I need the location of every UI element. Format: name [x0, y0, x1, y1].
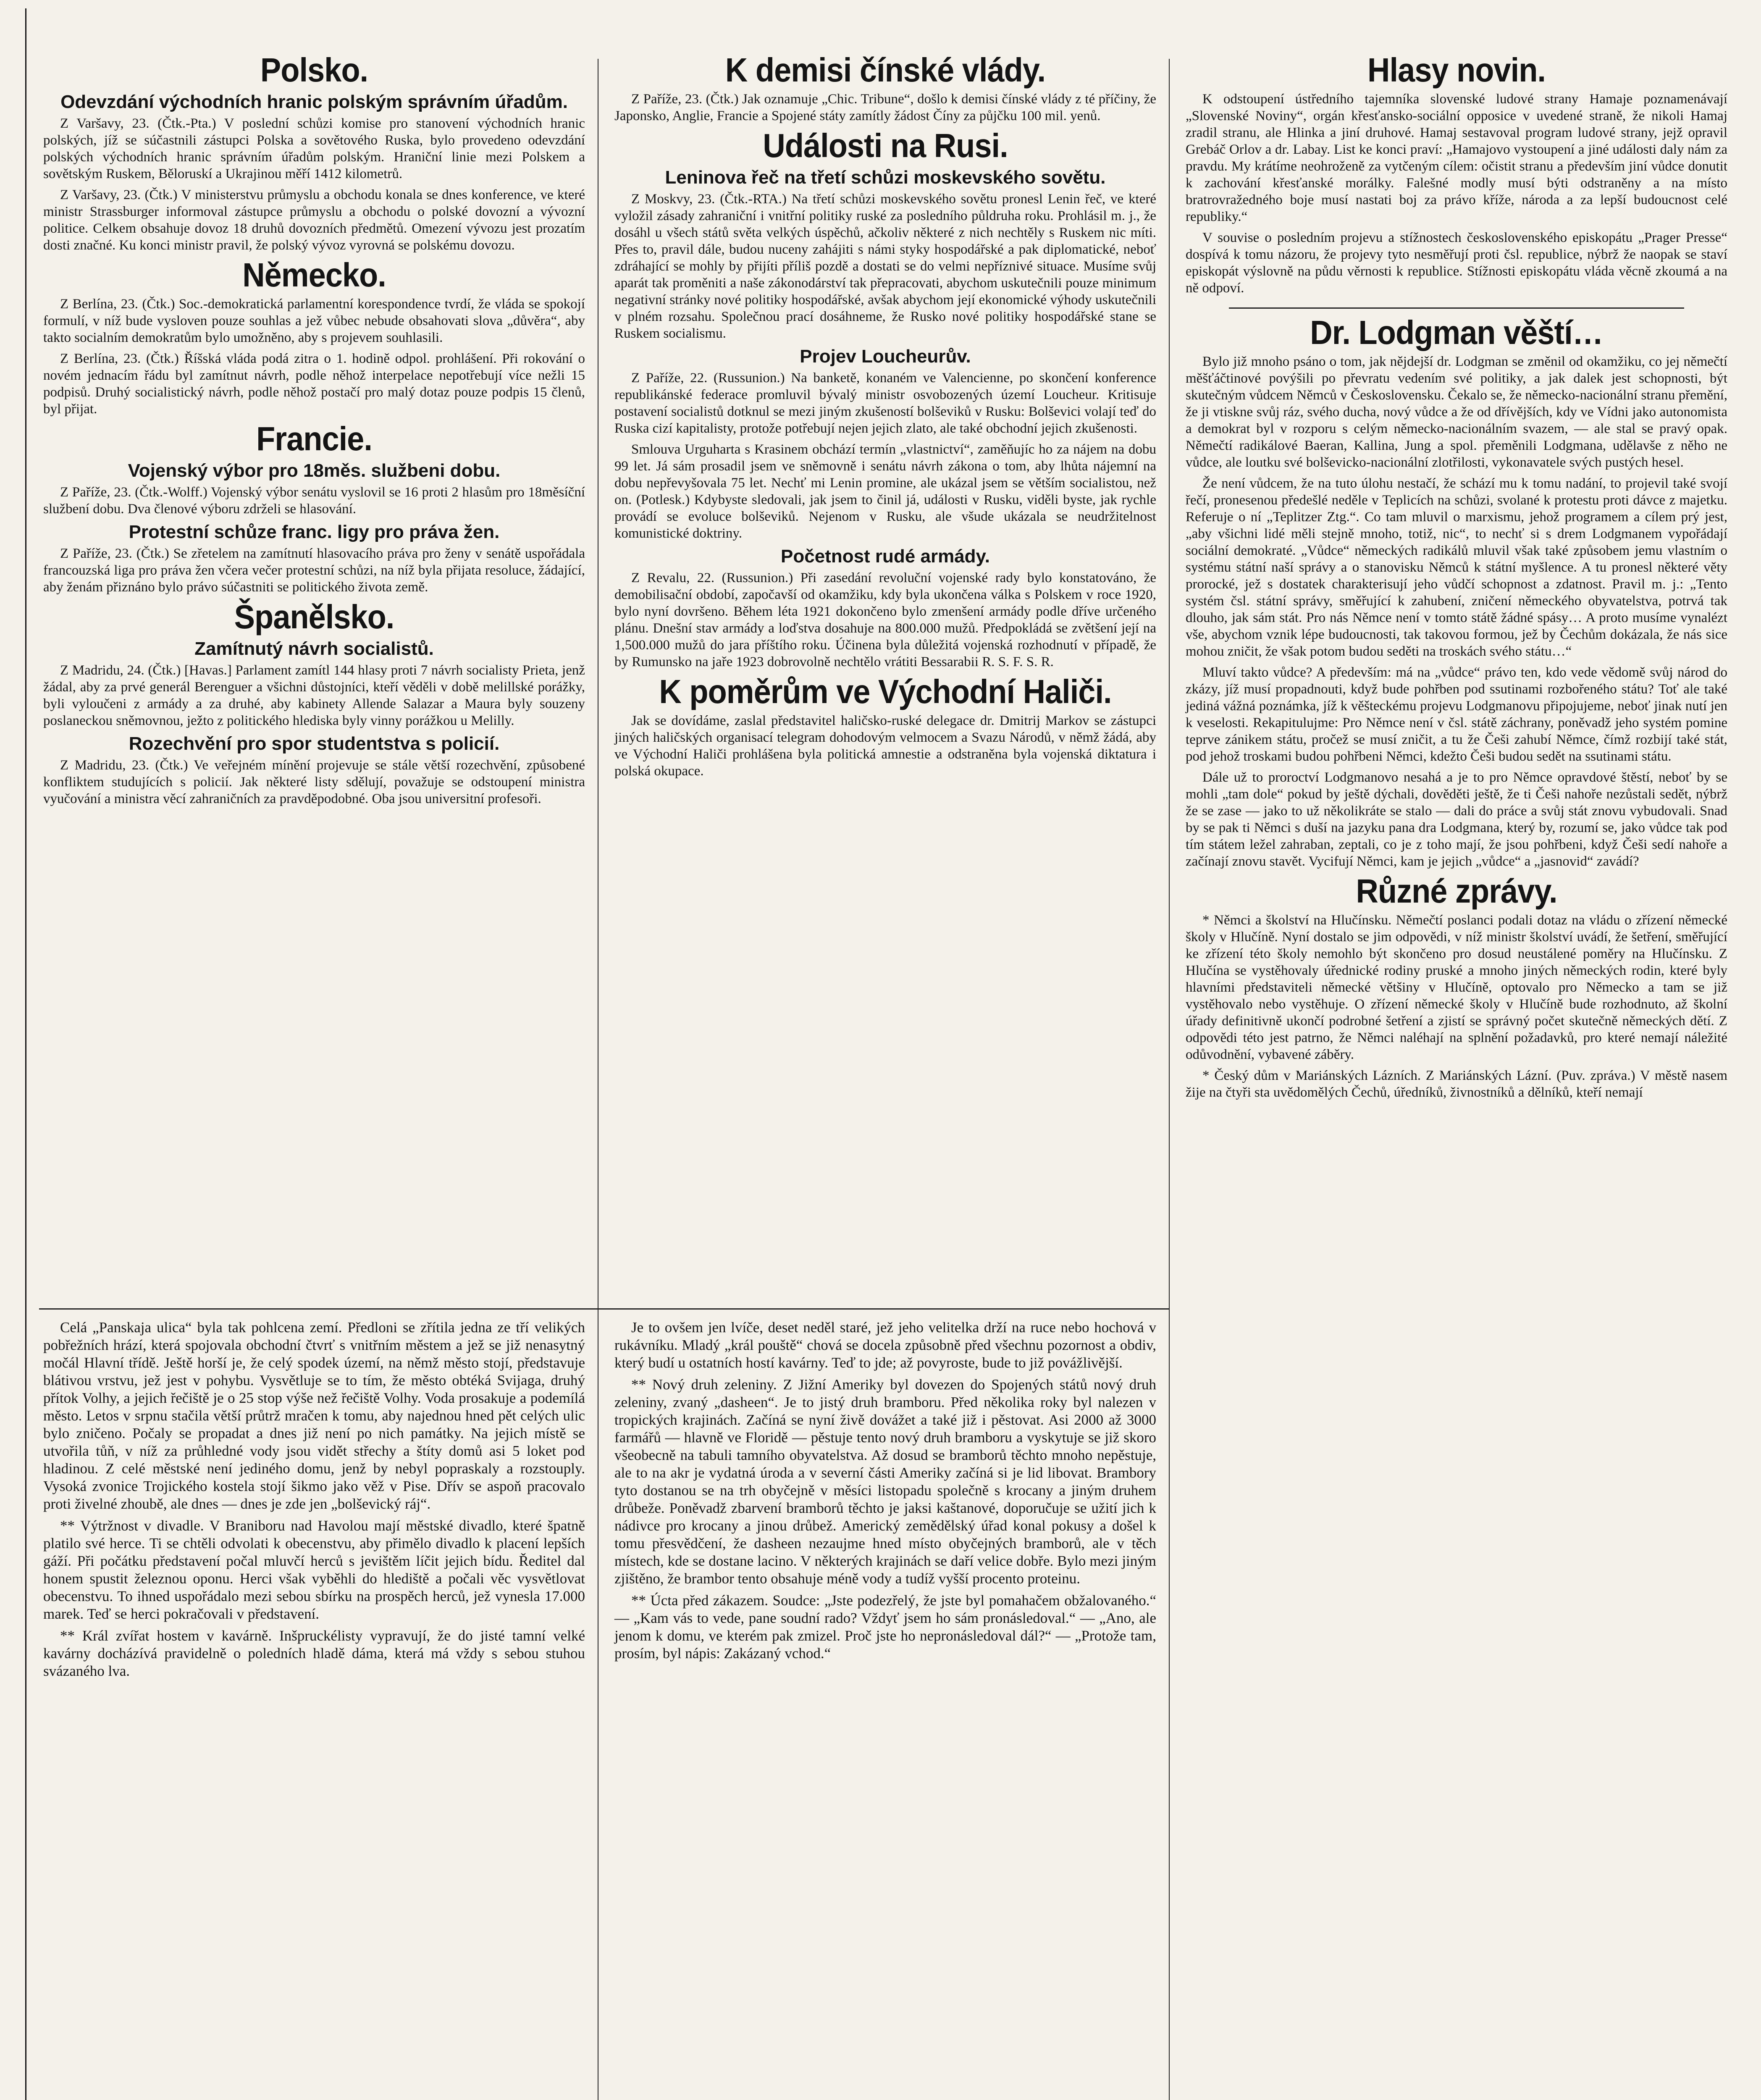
rusi-subheading: Projev Loucheurův. — [800, 346, 971, 367]
article-paragraph: Z Moskvy, 23. (Čtk.-RTA.) Na třetí schůzi moskevského sovětu pronesl Lenin řeč, ve které vyložil zásady zahraniční i vnitřní politiky ruské za posledního půldruha roku. Prohlásil m. j., že dosáhl u všech států světa velkých úspěchů, ačkoliv některé z nich nechtěly s Ruskem nic míti. Přes to, pravil dále, budou nuceny zahájiti s námi styky hospodářské a pak diplomatické, neboť zdráhající se mohly by přijíti příliš pozdě a dostati se do velmi nepříznivé situace. Musíme svůj aparát tak proměniti a naše zákonodárství tak přepracovati, abychom uskutečnili pouze minimum negativní stránky nové politiky hospodářské, avšak abychom její ekonomické výhody uskutečnili v plném rozsahu. Společnou prací dosáhneme, že Rusko nové politiky hospodářské stane se Ruskem socialismu. — [614, 192, 1156, 341]
rusi-heading: Události na Rusi. — [763, 126, 1008, 165]
article-paragraph: Z Madridu, 23. (Čtk.) Ve veřejném mínění projevuje se stále větší rozechvění, způsobené konfliktem studujících s policií. Jak některé listy sdělují, považuje se odstoupení ministra vyučování a ministra věcí zahraničních za pravděpodobné. Oba jsou universitní profesoři. — [43, 758, 585, 806]
column-2 — [614, 50, 1156, 784]
bottom-column-2 — [614, 1319, 1156, 1667]
article-paragraph: Z Paříže, 23. (Čtk.) Se zřetelem na zamítnutí hlasovacího práva pro ženy v senátě uspořádala francouzská liga pro práva žen včera večer protestní schůzi, na níž byla přijata resoluce, žádající, aby ženám přiznáno bylo právo súčastniti se politického života země. — [43, 546, 585, 595]
article-paragraph: Bylo již mnoho psáno o tom, jak nějdejší dr. Lodgman se změnil od okamžiku, co jej němečtí měšťáčtinové povýšili po převratu vedením své politiky, a jak dalek jest schopnosti, být skutečným vůdcem Němců v Československu. Čekalo se, že německo-nacionální stranu přemění, že ji vtiskne svůj ráz, svého ducha, nový vůdce a že od dřívějších, kdy ve Vídni jako autonomista a demokrat byl v rozporu s celým německo-nacionálním svazem, — ale stal se pravý opak. Němečtí radikálové Baeran, Kallina, Jung a spol. přeměnili Lodgmana, udělavše z něho ne vůdce, ale loutku své bolševicko-nacionální zlotřilosti, vykonavatele svých pustých hesel. — [1186, 354, 1727, 470]
article-paragraph: * Němci a školství na Hlučínsku. Němečtí poslanci podali dotaz na vládu o zřízení německé školy v Hlučíně. Nyní dostalo se jim odpovědi, v níž ministr školství uvádí, že šetření, směřující ke zřízení této školy nemohlo být skončeno pro dosud neustálené poměry na Hlučínsku. Z Hlučína se vystěhovaly úřednické rodiny pruské a mnoho jiných německých rodin, které byly hlavními představiteli německé většiny v Hlučíně, optovalo pro Německo a tam se již vystěhovalo nebo vystěhuje. O zřízení německé školy v Hlučíně bude rozhodnuto, až školní úřady definitivně ukončí podrobné šetření a zjistí se správný počet skutečně německých dětí. Z odpovědi této jest patrno, že Němci naléhají na splnění požadavků, pro které nemají náležité odůvodnění, vybavené záběry. — [1186, 913, 1727, 1062]
column-3 — [1186, 50, 1727, 1105]
article-paragraph: Z Berlína, 23. (Čtk.) Říšská vláda podá zitra o 1. hodině odpol. prohlášení. Při rokování o novém jednacím řádu byl zamítnut návrh, podle něhož interpelace nepotřebují více nežli 15 podpisů. Druhý socialistický návrh, podle něhož postačí pro malý dotaz pouze podpis 15 členů, byl přijat. — [43, 351, 585, 417]
spanelsko-heading: Španělsko. — [234, 598, 394, 636]
halic-heading: K poměrům ve Východní Haliči. — [659, 672, 1112, 711]
francie-subheading: Protestní schůze franc. ligy pro práva žen. — [129, 522, 500, 542]
polsko-subheading: Odevzdání východních hranic polským správním úřadům. — [60, 92, 568, 112]
article-paragraph: Z Varšavy, 23. (Čtk.) V ministerstvu průmyslu a obchodu konala se dnes konference, ve které ministr Strassburger informoval zástupce průmyslu a obchodu o polské dovozní a vývozní politice. Celkem obsahuje dovoz 18 druhů dovozních předmětů. Omezení vývozu jest prozatím dosti značné. Ku konci ministr pravil, že polský vývoz vyrovná se polskému dovozu. — [43, 187, 585, 253]
article-paragraph: ** Král zvířat hostem v kavárně. Inšpruckélisty vypravují, že do jisté tamní velké kavárny docházívá pravidelně o poledních hladě dáma, která má vždy s sebou stuhou svázaného lva. — [43, 1628, 585, 1679]
bottom-column-1 — [43, 1319, 585, 1684]
spanelsko-subheading: Zamítnutý návrh socialistů. — [194, 638, 434, 659]
article-paragraph: Z Paříže, 23. (Čtk.) Jak oznamuje „Chic. Tribune“, došlo k demisi čínské vlády z té příčiny, že Japonsko, Anglie, Francie a Spojené státy zamítly žádost Číny za půjčku 100 mil. yenů. — [614, 92, 1156, 123]
newspaper-page — [25, 8, 1738, 2100]
article-paragraph: Je to ovšem jen lvíče, deset neděl staré, jež jeho velitelka drží na ruce nebo hochová v rukávníku. Mladý „král pouště“ chová se docela způsobně před všechnu pozornost a obdiv, který budí u ostatních hostí kavárny. Teď to jde; až povyroste, bude to již povážlivější. — [614, 1319, 1156, 1371]
francie-heading: Francie. — [256, 420, 372, 458]
article-paragraph: ** Výtržnost v divadle. V Braniboru nad Havolou mají městské divadlo, které špatně platilo své herce. Ti se chtěli odvolati k obecenstvu, aby přimělo divadlo k placení lepších gáží. Při počátku představení počal mluvčí herců s jevištěm líčit jejich bídu. Ředitel dal honem spustit železnou oponu. Herci však vyběhli do hlediště a počali věc vysvětlovat obecenstvu. To ihned uspořádalo mezi sebou sbírku na prospěch herců, jež vynesla 17.000 marek. Teď se herci pokračovali v představení. — [43, 1517, 585, 1622]
article-paragraph: Jak se dovídáme, zaslal představitel haličsko-ruské delegace dr. Dmitrij Markov se zástupci jiných haličských organisací telegram dohodovým velmocem a Svazu Národů, v němž žádá, aby ve Východní Haliči prohlášena byla politická amnestie a odstraněna byla vojenská diktatura i polská okupace. — [614, 713, 1156, 779]
section-rule — [39, 1308, 1169, 1310]
article-paragraph: Dále už to proroctví Lodgmanovo nesahá a je to pro Němce opravdové štěstí, neboť by se mohli „tam dole“ pokud by ještě dýchali, dověděti ještě, že ti Češi nahoře nezůstali sedět, nýbrž že se zase — jako to už několikráte se stalo — dali do práce a svůj stát znovu vybudovali. Snad by se pak ti Němci s duší na jazyku pana dra Lodgmana, který by, rozumí se, jako vůdce tak pod tím státem ležel zahraban, zeptali, co je z toho mají, že jsou pohřbeni, když Češi sedí nahoře a začínají znovu stavět. Vycifují Němci, kam je jejich „vůdce“ a „jasnovid“ zavádí? — [1186, 770, 1727, 869]
article-paragraph: ** Nový druh zeleniny. Z Jižní Ameriky byl dovezen do Spojených států nový druh zeleniny, zvaný „dasheen“. Je to jistý druh bramboru. Před několika roky byl nalezen v tropických krajinách. Začíná se nyní živě dovážet a také již i pěstovat. Asi 2000 až 3000 farmářů — hlavně ve Floridě — pěstuje tento nový druh bramboru a vyskytuje se již skoro všeobecně na tabuli tamního obyvatelstva. Až dosud se bramborů těchto mnoho nepěstuje, ale to na akr je vydatná úroda a v severní části Ameriky začíná si je lid libovat. Brambory tyto dostanou se na trh obyčejně v měsíci listopadu společně s krocany a jiným druhem drůbeže. Poněvadž zbarvení bramborů těchto je jaksi kaštanové, doporučuje se užití jich k nádivce pro krocany a jinou drůbež. Americký zemědělský úřad konal pokusy a došel k tomu přesvědčení, že dasheen nezaujme hned místo obyčejných bramborů, ale v těch místech, kde se dostane lacino. V některých krajinách se daří velice dobře. Bylo mezi jiným zjištěno, že brambor tento obsahuje méně vody a tudíž vyšší procento proteinu. — [614, 1376, 1156, 1587]
article-paragraph: Z Revalu, 22. (Russunion.) Při zasedání revoluční vojenské rady bylo konstatováno, že demobilisační období, započavší od okamžiku, kdy byla ukončena válka s Polskem v roce 1920, bylo nyní dovršeno. Během léta 1921 dokončeno bylo zmenšení armády podle dříve určeného plánu. Dnešní stav armády a loďstva dosahuje na 800.000 mužů. Předpokládá se zvětšení její na 1,500.000 mužů do jara příštího roku. Účinena byla důležitá vojenská rozhodnutí v případě, že by Rumunsko na jaře 1923 dobrovolně nechtělo vrátiti Bessarabii R. S. F. S. R. — [614, 570, 1156, 669]
article-paragraph: Z Berlína, 23. (Čtk.) Soc.-demokratická parlamentní korespondence tvrdí, že vláda se spokojí formulí, v níž bude vysloven pouze souhlas a jež vůbec nebude obsahovati slova „důvěra“, aby takto socialním demokratům bylo umožněno, aby s projevem souhlasili. — [43, 297, 585, 345]
article-paragraph: Z Paříže, 23. (Čtk.-Wolff.) Vojenský výbor senátu vyslovil se 16 proti 2 hlasům pro 18měsíční službení dobu. Dva členové výboru zdrželi se hlasování. — [43, 485, 585, 517]
article-divider — [1229, 307, 1684, 309]
column-rule — [1169, 59, 1170, 2100]
article-paragraph: Z Paříže, 22. (Russunion.) Na banketě, konaném ve Valencienne, po skončení konference republikánské federace promluvil bývalý ministr osvobozených území Loucheur. Kritisuje postavení socialistů dotknul se mezi jiným zkušeností bolševiků v Rusku: Bolševici volají teď do Ruska cizí kapitalisty, protože potřebují nejen jejich zlato, ale také obchodní jejich zkušenosti. — [614, 370, 1156, 436]
article-paragraph: ** Úcta před zákazem. Soudce: „Jste podezřelý, že jste byl pomahačem obžalovaného.“ — „Kam vás to vede, pane soudní rado? Vždyť jsem ho sám pronásledoval.“ — „Ano, ale jenom k domu, ve kterém pak zmizel. Proč jste ho nepronásledoval dál?“ — „Protože tam, prosím, byl nápis: Zakázaný vchod.“ — [614, 1592, 1156, 1662]
article-paragraph: K odstoupení ústředního tajemníka slovenské ludové strany Hamaje poznamenávají „Slovenské Noviny“, orgán křesťansko-sociální opposice v uvedené straně, že nikoli Hamaj zradil stranu, ale Hlinka a jiní druhové. Hamaj sestavoval program ludové strany, jejž opravil Grebáč Orlov a dr. Labay. List ke konci praví: „Hamajovo vystoupení a jiné události daly nám za pravdu. My krátíme neohroženě za vytčeným cílem: očistit stranu a především jiní vůdce donutit k zachování křesťanské morálky. Falešné modly musí býti odstraněny a na místo bratrovražedného boje musí nastati boj za právo kříže, národa a za lepší budoucnost celé republiky.“ — [1186, 92, 1727, 224]
zpravy-heading: Různé zprávy. — [1356, 872, 1557, 910]
nemecko-heading: Německo. — [242, 256, 386, 294]
article-paragraph: Smlouva Urguharta s Krasinem obchází termín „vlastnictví“, zaměňujíc ho za nájem na dobu 99 let. Já sám prosadil jsem ve sněmovně i senátu návrh zákona o tom, aby lhůta nájemní na dobu nepřevyšovala 75 let. Nechť mi Lenin promine, ale ukázal jsem se větším socialistou, než on. (Potlesk.) Kdybyste sledovali, jak jsem to činil já, události v Rusku, viděli byste, jak rychle provádí se evoluce bolševiků. Nejenom v Rusku, ale všude ukázala se neudržitelnost komunistické doktriny. — [614, 442, 1156, 541]
article-paragraph: Celá „Panskaja ulica“ byla tak pohlcena zemí. Předloni se zřítila jedna ze tří velikých pobřežních hrází, která spojovala obchodní čtvrť s vnitřním městem a jež se již nenasytný močál Hlavní třídě. Ještě horší je, že celý spodek území, na němž město stojí, představuje blátivou vrstvu, jež jest v pohybu. Vysvětluje se to tím, že město obtéká Svijaga, druhý přítok Volhy, a jejich řečiště je o 25 stop výše než řečiště Volhy. Voda prosakuje a podemílá město. Letos v srpnu stačila větší průtrž mračen k tomu, aby najednou hned pět celých ulic bylo zničeno. Počaly se propadat a dnes již není po nich památky. Na jejich místě se utvořila tůň, v níž za průhledné vody jsou vidět střechy a štíty domů asi 5 loket pod hladinou. Z celé městské není jediného domu, jenž by nebyl popraskaly a rozstouply. Vysoká zvonice Trojického kostela stojí šikmo jako věž v Pise. Dřív se aspoň pracovalo proti živelné zhoubě, ale dnes — dnes je zde jen „bolševický ráj“. — [43, 1319, 585, 1512]
column-1 — [43, 50, 585, 811]
demise-heading: K demisi čínské vlády. — [725, 51, 1046, 89]
article-paragraph: Z Madridu, 24. (Čtk.) [Havas.] Parlament zamítl 144 hlasy proti 7 návrh socialisty Prieta, jenž žádal, aby za prvé generál Berenguer a všichni důstojníci, kteří věděli v době melillské porážky, byli vyloučeni z armády a za druhé, aby kabinety Allende Salazar a Maura byly souzeny poslaneckou sněmovnou, ježto z politického hlediska byly vinny porážkou u Melilly. — [43, 663, 585, 728]
article-paragraph: Že není vůdcem, že na tuto úlohu nestačí, že schází mu k tomu nadání, to projevil také svojí řečí, pronesenou předešlé neděle v Teplicích na schůzi, svolané k protestu proti dávce z majetku. Referuje o ní „Teplitzer Ztg.“. Co tam mluvil o marxismu, jehož programem a cílem prý jest, „aby všichni lidé měli stejně mnoho, totiž, nic“, to nechť si s drem Lodgmanem vypořádají sociální demokraté. „Vůdce“ německých radikálů mluvil však také způsobem jemu vlastním o systému státní naší správy a o stanovisku Němců k státní myšlence. A tu pronesl některé věty prorocké, jež s dostatek charakterisují jeho vůdčí schopnost a zdatnost. Pravil m. j.: „Tento systém čsl. státní správy, směřující k zahubení, zničení německého obyvatelstva, potrvá tak dlouho, jak sám stát. Pro nás Němce není v tomto státě žádné spásy… A proto musíme vynalézt vše, abychom vznik lépe budoucnosti, tak takovou formou, jež by Čechům dokázala, že nás sice mohou zničit, že však potom budou seděti na troskách svého státu…“ — [1186, 476, 1727, 659]
article-paragraph: V souvise o posledním projevu a stížnostech československého episkopátu „Prager Presse“ dospívá k tomu názoru, že projevy tyto nesměřují proti čsl. republice, nýbrž že naopak se staví episkopát výslovně na půdu věrnosti k republice. Stížnosti episkopátu vláda věcně zkoumá a na ně odpoví. — [1186, 230, 1727, 296]
article-paragraph: * Český dům v Mariánských Lázních. Z Mariánských Lázní. (Puv. zpráva.) V městě nasem žije na čtyři sta uvědomělých Čechů, úředníků, živnostníků a dělníků, kteří nemají — [1186, 1068, 1727, 1100]
hlasy-heading: Hlasy novin. — [1367, 51, 1546, 89]
francie-subheading: Vojenský výbor pro 18měs. službeni dobu. — [128, 460, 501, 481]
article-paragraph: Mluví takto vůdce? A především: má na „vůdce“ právo ten, kdo vede vědomě svůj národ do zkázy, jíž musí propadnouti, když bude pohřben pod ssutinami rozbořeného státu? Toť ale také jediná vážná poznámka, jíž k věšteckému projevu Lodgmanovu připojujeme, neboť jinak nutí jen k veselosti. Rekapitulujme: Pro Němce není v čsl. státě záchrany, poněvadž jeho systém pomine teprve zánikem státu, pročež se musí zničit, a tu že Češi zahubí Němce, čímž rozbijí také stát, pod jehož troskami budou pohřbeni Němci, kdežto Češi budou sedět na ssutinami státu. — [1186, 665, 1727, 764]
rusi-subheading: Početnost rudé armády. — [781, 546, 990, 567]
rusi-subheading: Leninova řeč na třetí schůzi moskevského sovětu. — [665, 167, 1106, 188]
spanelsko-subheading: Rozechvění pro spor studentstva s policií. — [129, 733, 500, 754]
lodgman-heading: Dr. Lodgman věští… — [1310, 313, 1603, 352]
article-paragraph: Z Varšavy, 23. (Čtk.-Pta.) V poslední schůzi komise pro stanovení východních hranic polských, jíž se súčastnili zástupci Polska a sovětového Ruska, bylo provedeno odevzdání polských východních hranic správním úřadům polským. Hraniční linie mezi Polskem a sovětským Ruskem, Běloruskí a Ukrajinou měří 1412 kilometrů. — [43, 116, 585, 181]
polsko-heading: Polsko. — [260, 51, 368, 89]
